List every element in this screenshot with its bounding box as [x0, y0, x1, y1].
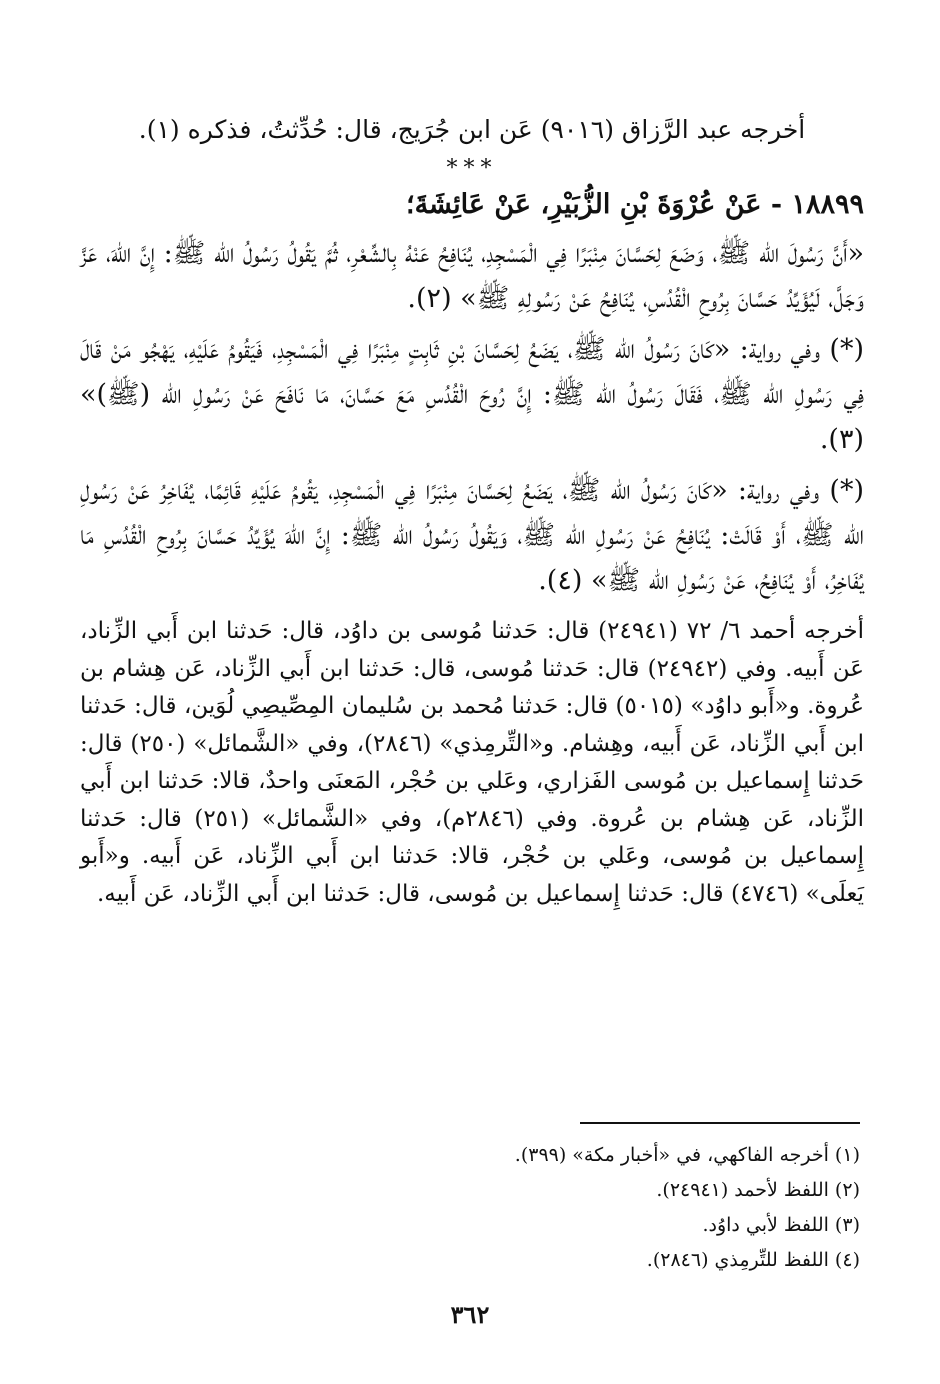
page-body — [80, 110, 864, 913]
footnotes — [76, 1138, 860, 1278]
takhrij-text: أخرجه أحمد ٦/ ٧٢ (٢٤٩٤١) قال: حَدثنا مُوسى بن داوُد، قال: حَدثنا ابن أَبي الزِّناد، عَن أَبيه. وفي (٢٤٩٤٢) قال: حَدثنا مُوسى، قال: حَدثنا ابن أَبي الزِّناد، عَن هِشام بن عُروة. و«أَبو داوُد» (٥٠١٥) قال: حَدثنا مُحمد بن سُليمان المِصِّيصِي لُوَين، قال: حَدثنا ابن أَبي الزِّناد، عَن أَبيه، وهِشام. و«التِّرمِذي» (٢٨٤٦)، وفي «الشَّمائل» (٢٥٠) قال: حَدثنا إِسماعيل بن مُوسى الفَزاري، وعَلي بن حُجْر، المَعنَى واحدٌ، قالا: حَدثنا ابن أَبي الزِّناد، عَن هِشام بن عُروة. وفي (٢٨٤٦م)، وفي «الشَّمائل» (٢٥١) قال: حَدثنا إِسماعيل بن مُوسى، وعَلي بن حُجْر، قالا: حَدثنا ابن أَبي الزِّناد، عَن أَبيه. و«أَبو يَعلَى» (٤٧٤٦) قال: حَدثنا إِسماعيل بن مُوسى، قال: حَدثنا ابن أَبي الزِّناد، عَن أَبيه. — [80, 618, 864, 907]
page-number: ٣٦٢ — [450, 1300, 490, 1329]
footnote-2: (٢) اللفظ لأحمد (٢٤٩٤١). — [656, 1179, 860, 1201]
intro-text: أخرجه عبد الرَّزاق (٩٠١٦) عَن ابن جُرَيج، قال: حُدِّثتُ، فذكره (١). — [138, 115, 806, 144]
footnote-divider — [580, 1122, 860, 1124]
footnote-1: (١) أخرجه الفاكهي، في «أخبار مكة» (٣٩٩). — [514, 1144, 860, 1166]
footnote-4: (٤) اللفظ للتِّرمِذي (٢٨٤٦). — [646, 1249, 860, 1271]
footnote-3: (٣) اللفظ لأبي داوُد. — [702, 1214, 860, 1236]
hadith-text: «أَنَّ رَسُولَ الله ﷺ، وَضَعَ لِحَسَّانَ مِنْبَرًا فِي الْمَسْجِدِ، يُنَافِحُ عَنْهُ بِالشِّعْرِ، ثُمَّ يَقُولُ رَسُولُ الله ﷺ: إِنَّ اللهَ، عَزَّ وَجَلَّ، لَيُؤَيِّدُ حَسَّانَ بِرُوحِ الْقُدُسِ، يُنَافِحُ عَنْ رَسُولِهِ ﷺ» (٢). — [80, 238, 864, 314]
section-separator: *** — [446, 156, 498, 181]
hadith-variant-2: (*) وفي رواية: «كَانَ رَسُولُ الله ﷺ، يَضَعُ لِحَسَّانَ مِنْبَرًا فِي الْمَسْجِدِ، يَقُومُ عَلَيْهِ قَائِمًا، يُفَاخِرُ عَنْ رَسُولِ الله ﷺ، أَوْ قَالَتْ: يُنَافِحُ عَنْ رَسُولِ الله ﷺ، وَيَقُولُ رَسُولُ الله ﷺ: إِنَّ اللهَ يُؤَيِّدُ حَسَّانَ بِرُوحِ الْقُدُسِ مَا يُفَاخِرُ، أَوْ يُنَافِحُ، عَنْ رَسُولِ الله ﷺ» (٤). — [80, 475, 864, 596]
hadith-variant-1: (*) وفي رواية: «كَانَ رَسُولُ الله ﷺ، يَضَعُ لِحَسَّانَ بْنِ ثَابِتٍ مِنْبَرًا فِي الْمَسْجِدِ، فَيَقُومُ عَلَيْهِ، يَهْجُو مَنْ قَالَ فِي رَسُولِ الله ﷺ، فَقَالَ رَسُولُ الله ﷺ: إِنَّ رُوحَ الْقُدُسِ مَعَ حَسَّانَ، مَا نَافَحَ عَنْ رَسُولِ الله (ﷺ)» (٣). — [80, 334, 864, 455]
hadith-header: ١٨٨٩٩ - عَنْ عُرْوَةَ بْنِ الزُّبَيْرِ، عَنْ عَائِشَةَ؛ — [405, 189, 864, 220]
